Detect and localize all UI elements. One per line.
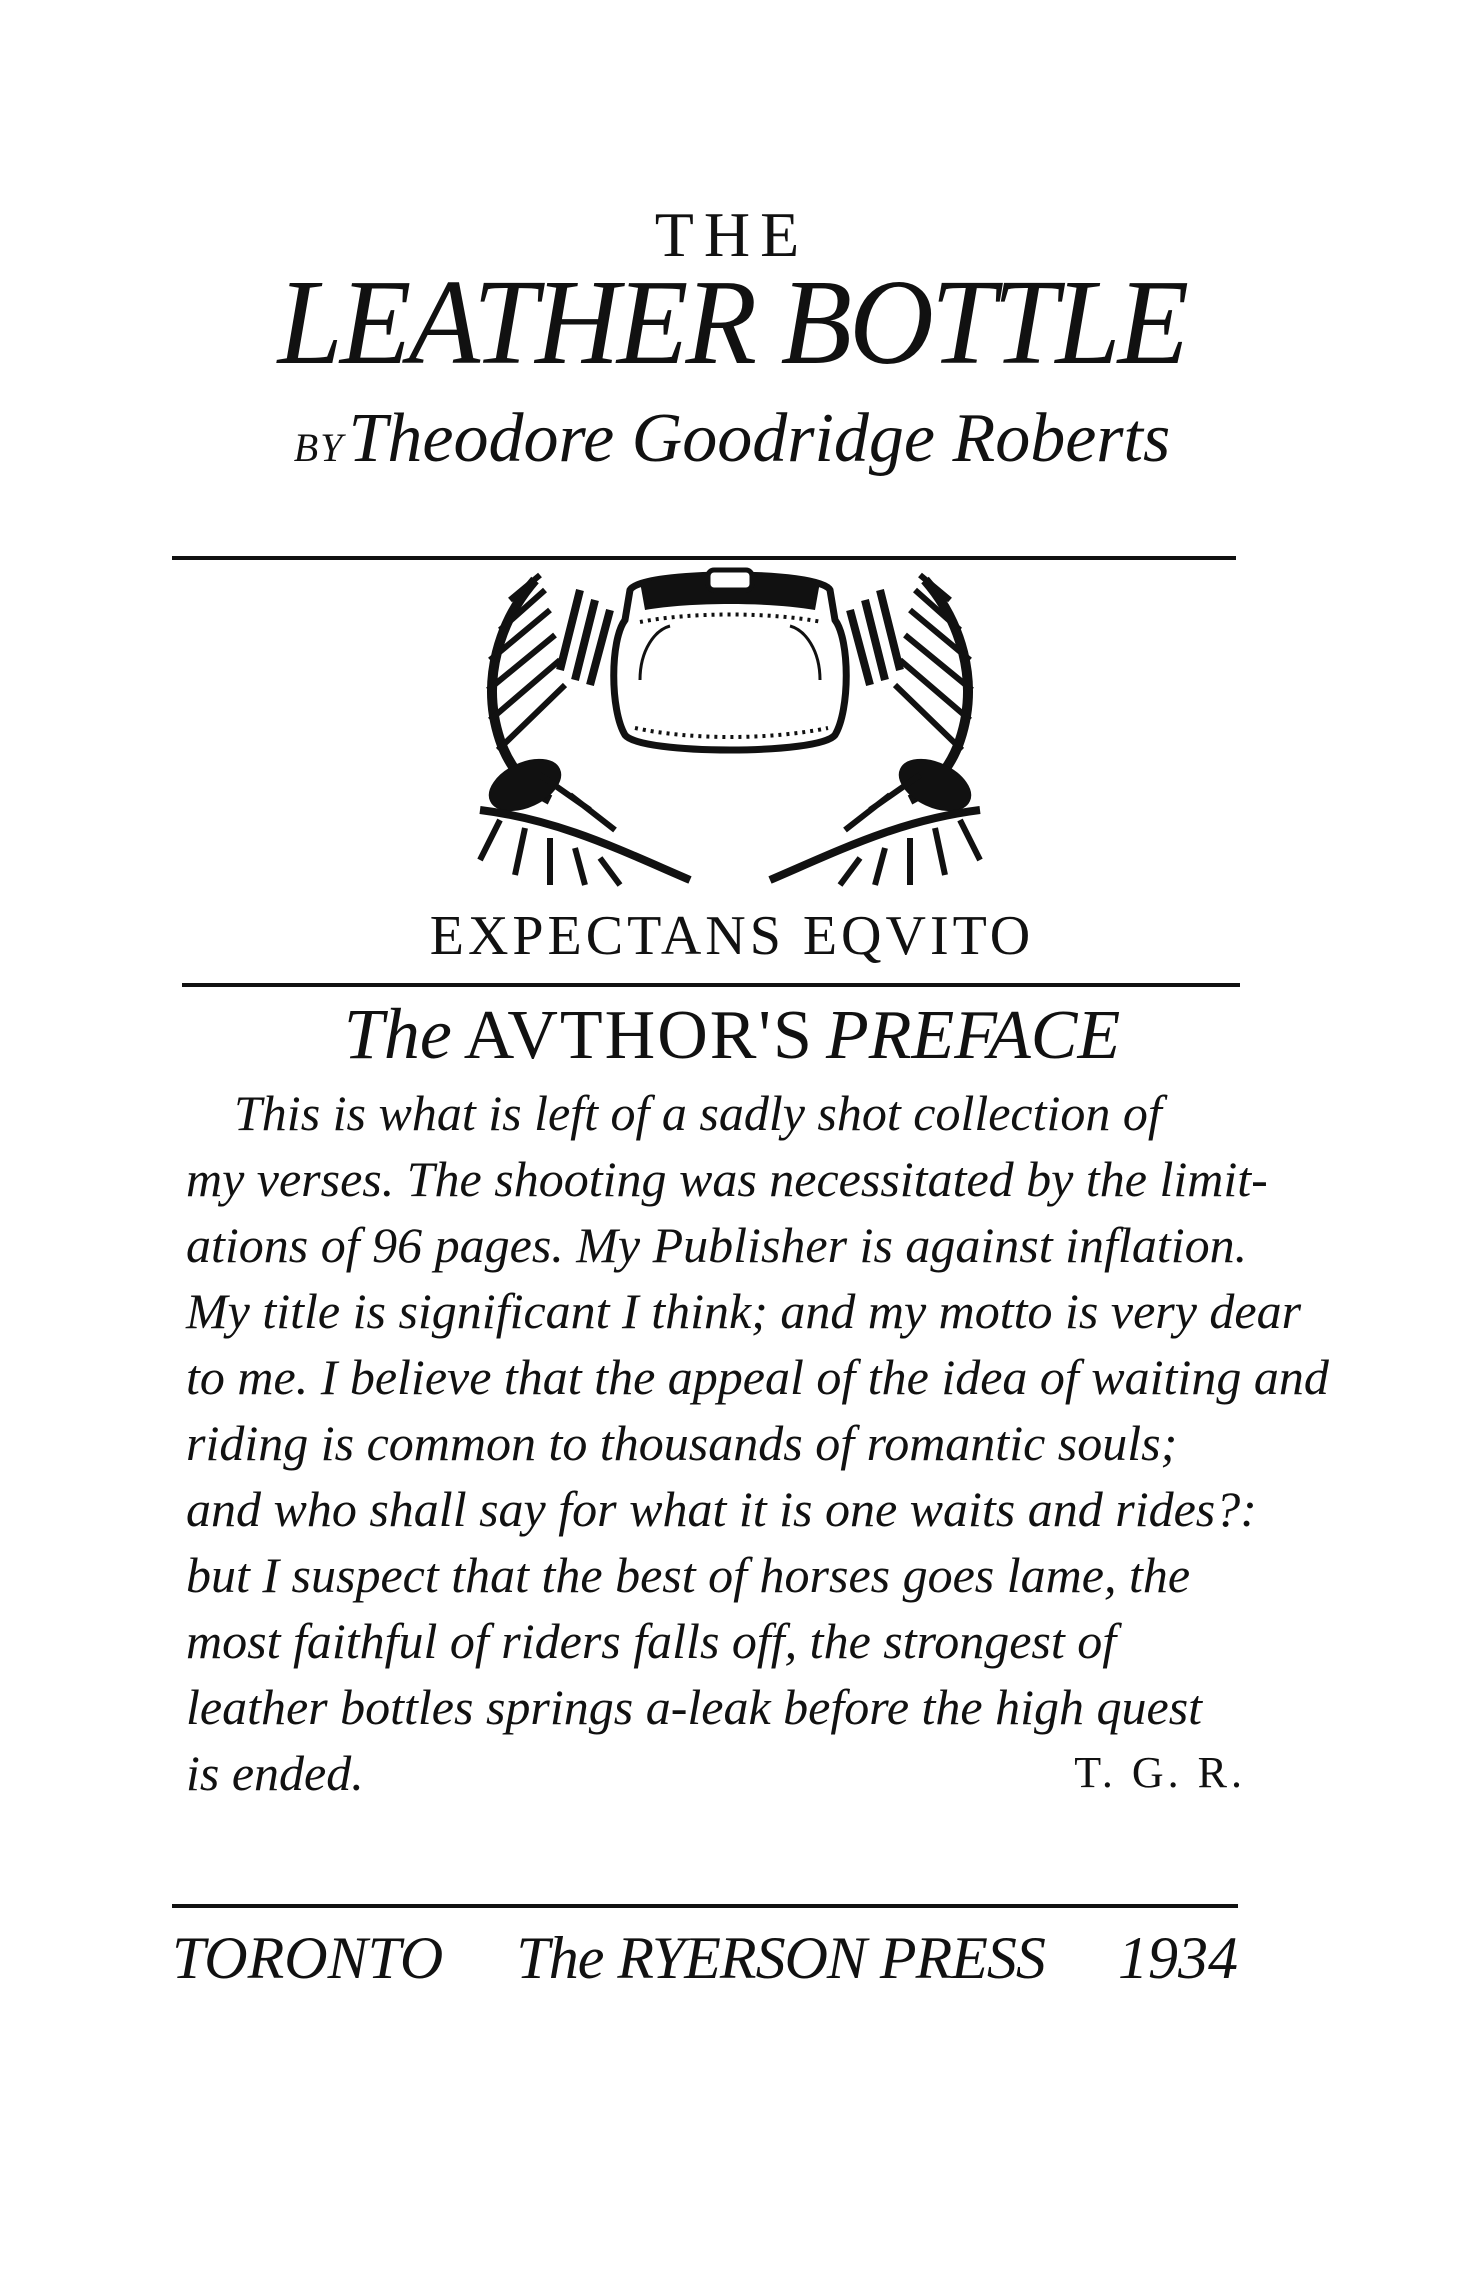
bottom-rule bbox=[172, 1904, 1238, 1908]
preface-line: My title is significant I think; and my motto is very dear bbox=[186, 1283, 1302, 1339]
byline bbox=[0, 400, 1464, 477]
preface-heading-author: AVTHOR'S bbox=[463, 997, 814, 1074]
imprint-year: 1934 bbox=[1118, 1925, 1238, 1991]
imprint-city: TORONTO bbox=[172, 1925, 444, 1991]
preface-line: and who shall say for what it is one waits and rides?: bbox=[186, 1481, 1257, 1537]
preface-heading-the: The bbox=[343, 994, 452, 1074]
motto: EXPECTANS EQVITO bbox=[429, 905, 1035, 967]
imprint bbox=[172, 1918, 1238, 1998]
preface-line: most faithful of riders falls off, the strongest of bbox=[186, 1613, 1117, 1669]
preface-line: my verses. The shooting was necessitated by the limit- bbox=[186, 1151, 1268, 1207]
preface-line: but I suspect that the best of horses goes lame, the bbox=[186, 1547, 1191, 1603]
preface-line: leather bottles springs a-leak before the high quest bbox=[186, 1679, 1203, 1735]
book-title: LEATHER BOTTLE bbox=[277, 255, 1187, 390]
preface-line: to me. I believe that the appeal of the idea of waiting and bbox=[186, 1349, 1329, 1405]
preface-line: is ended. bbox=[186, 1745, 364, 1801]
signature: T. G. R. bbox=[1074, 1748, 1246, 1797]
byline-by: BY bbox=[293, 425, 345, 470]
author-name: Theodore Goodridge Roberts bbox=[348, 400, 1171, 477]
title-the: THE bbox=[654, 199, 810, 270]
imprint-publisher: The RYERSON PRESS bbox=[516, 1925, 1045, 1991]
preface-heading bbox=[0, 994, 1464, 1074]
preface-line: ations of 96 pages. My Publisher is against inflation. bbox=[186, 1217, 1248, 1273]
leather-bottle-with-pine-branches-icon bbox=[440, 560, 1020, 890]
middle-rule bbox=[182, 983, 1240, 987]
preface-line: riding is common to thousands of romantic souls; bbox=[186, 1415, 1178, 1471]
preface-body bbox=[186, 1080, 1329, 1806]
preface-heading-preface: PREFACE bbox=[825, 997, 1121, 1074]
preface-line: This is what is left of a sadly shot collection of bbox=[234, 1085, 1162, 1141]
preface-last-line bbox=[186, 1740, 1246, 1806]
